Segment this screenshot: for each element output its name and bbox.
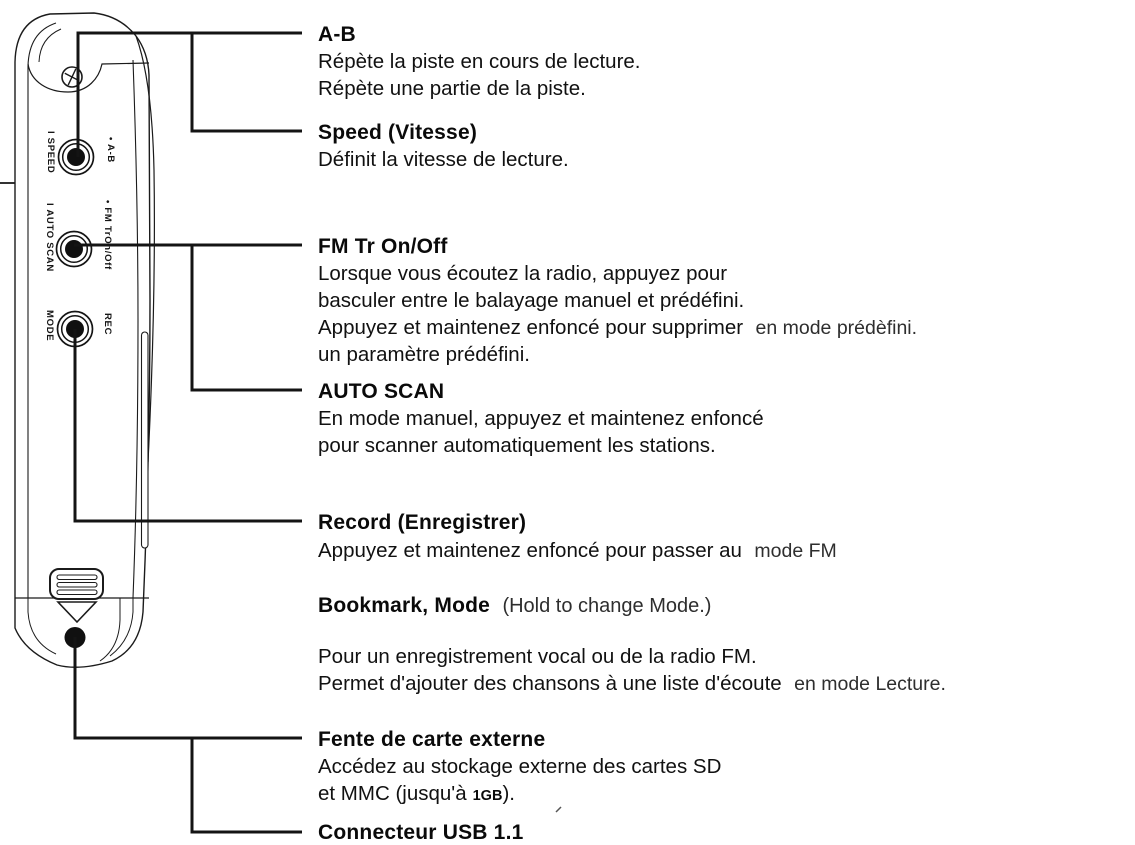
callout-title-auto-scan: AUTO SCAN: [318, 380, 445, 403]
callout-ab-line2: Répète une partie de la piste.: [318, 77, 586, 100]
callout-fmtr-line3: [318, 314, 917, 343]
callout-record-line1-note: mode FM: [754, 540, 837, 562]
leader-speed: [192, 33, 302, 131]
callout-title-usb: Connecteur USB 1.1: [318, 821, 524, 844]
device-clip: [142, 332, 149, 548]
callout-card-line2: [318, 780, 515, 810]
callout-card-line2-prefix: et MMC (jusqu'à: [318, 782, 467, 805]
callout-bookmark-title-main: Bookmark, Mode: [318, 594, 490, 617]
callout-title-bookmark: [318, 592, 711, 621]
callout-fmtr-line2: basculer entre le balayage manuel et prédéfini.: [318, 289, 745, 312]
callout-title-speed: Speed (Vitesse): [318, 121, 478, 144]
callout-fmtr-line4: un paramètre prédéfini.: [318, 343, 530, 366]
callout-fmtr-line3-main: Appuyez et maintenez enfoncé pour supprimer: [318, 316, 744, 339]
leader-usb: [192, 738, 302, 832]
callout-autoscan-line2: pour scanner automatiquement les stations.: [318, 434, 716, 457]
device-label-rec: REC: [102, 313, 113, 336]
device-label-mode: MODE: [44, 310, 55, 342]
callout-autoscan-line1: En mode manuel, appuyez et maintenez enfoncé: [318, 407, 764, 430]
callout-bookmark-line1: Pour un enregistrement vocal ou de la radio FM.: [318, 645, 757, 668]
callout-fmtr-line3-note: en mode prédèfini.: [755, 317, 918, 339]
callout-card-line2-suffix: ).: [502, 782, 515, 805]
callout-speed-line1: Définit la vitesse de lecture.: [318, 148, 569, 171]
callout-record-line1: [318, 537, 837, 566]
callout-title-fm-tr: FM Tr On/Off: [318, 235, 448, 258]
callout-bookmark-line2-note: en mode Lecture.: [794, 673, 946, 695]
callout-title-record: Record (Enregistrer): [318, 511, 527, 534]
callout-fmtr-line1: Lorsque vous écoutez la radio, appuyez pour: [318, 262, 728, 285]
callout-bookmark-title-note: (Hold to change Mode.): [502, 595, 712, 617]
card-capacity: 1GB: [472, 788, 503, 804]
leader-autoscan: [192, 245, 302, 390]
device-label-fm-tr: • FM TrOn/Off: [102, 200, 113, 270]
callout-record-line1-main: Appuyez et maintenez enfoncé pour passer au: [318, 539, 742, 562]
callout-card-line1: Accédez au stockage externe des cartes SD: [318, 755, 722, 778]
device-label-auto-scan: I AUTO SCAN: [44, 203, 55, 272]
callout-bookmark-line2: [318, 670, 946, 699]
stray-mark: [556, 807, 561, 812]
device-label-speed: I SPEED: [45, 131, 56, 174]
callout-title-card-slot: Fente de carte externe: [318, 728, 546, 751]
callout-ab-line1: Répète la piste en cours de lecture.: [318, 50, 641, 73]
callout-title-ab: A-B: [318, 23, 356, 46]
device-label-ab: • A-B: [105, 137, 116, 163]
callout-bookmark-line2-main: Permet d'ajouter des chansons à une liste d'écoute: [318, 672, 782, 695]
